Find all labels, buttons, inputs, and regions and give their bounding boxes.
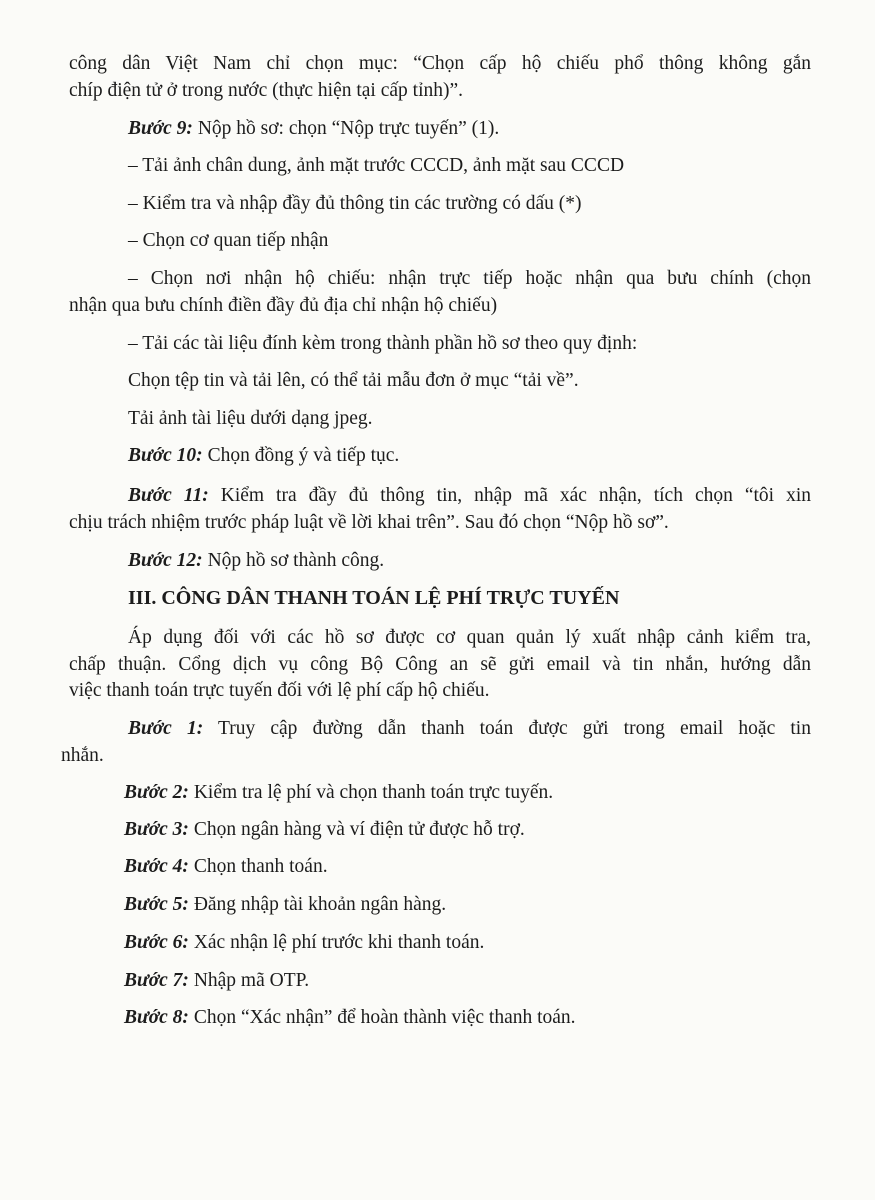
step-text: Đăng nhập tài khoản ngân hàng. bbox=[188, 894, 447, 915]
step-text: Chọn ngân hàng và ví điện tử được hỗ trợ. bbox=[188, 819, 525, 840]
step-text: Nhập mã OTP. bbox=[188, 970, 310, 991]
list-item: – Kiểm tra và nhập đầy đủ thông tin các trường có dấu (*) bbox=[128, 193, 582, 214]
step-text: Chọn “Xác nhận” để hoàn thành việc thanh toán. bbox=[188, 1007, 576, 1028]
step-label: Bước 9: bbox=[128, 118, 193, 139]
step-paragraph bbox=[124, 931, 484, 955]
step-label: Bước 6: bbox=[124, 932, 189, 953]
step-text: Truy cập đường dẫn thanh toán được gửi trong email hoặc tin bbox=[203, 718, 811, 739]
paragraph-line: Áp dụng đối với các hồ sơ được cơ quan quản lý xuất nhập cảnh kiểm tra, bbox=[128, 627, 811, 648]
step-label: Bước 10: bbox=[128, 445, 203, 466]
list-item: Chọn tệp tin và tải lên, có thể tải mẫu đơn ở mục “tải về”. bbox=[128, 370, 579, 391]
step-label: Bước 1: bbox=[128, 718, 204, 739]
step-text: Nộp hồ sơ thành công. bbox=[202, 550, 385, 571]
step-text: Nộp hồ sơ: chọn “Nộp trực tuyến” (1). bbox=[192, 118, 500, 139]
step-text: Kiểm tra đầy đủ thông tin, nhập mã xác nhận, tích chọn “tôi xin bbox=[208, 485, 811, 506]
list-item: – Chọn nơi nhận hộ chiếu: nhận trực tiếp hoặc nhận qua bưu chính (chọn bbox=[128, 268, 811, 289]
step-text: Chọn đồng ý và tiếp tục. bbox=[202, 445, 400, 466]
step-paragraph bbox=[124, 818, 525, 842]
step-text: Kiểm tra lệ phí và chọn thanh toán trực tuyến. bbox=[188, 782, 554, 803]
step-paragraph bbox=[124, 1006, 576, 1030]
intro-line: chíp điện tử ở trong nước (thực hiện tại cấp tỉnh)”. bbox=[69, 80, 464, 101]
step-text: Xác nhận lệ phí trước khi thanh toán. bbox=[188, 932, 485, 953]
step-label: Bước 11: bbox=[128, 485, 209, 506]
step-continuation: chịu trách nhiệm trước pháp luật về lời khai trên”. Sau đó chọn “Nộp hồ sơ”. bbox=[69, 512, 669, 533]
step-continuation: nhắn. bbox=[61, 745, 104, 766]
list-item: – Tải các tài liệu đính kèm trong thành phần hồ sơ theo quy định: bbox=[128, 333, 638, 354]
step-paragraph bbox=[128, 717, 811, 741]
step-paragraph bbox=[124, 893, 446, 917]
step-paragraph bbox=[124, 855, 328, 879]
step-paragraph bbox=[128, 549, 384, 573]
step-label: Bước 2: bbox=[124, 782, 189, 803]
list-item: – Chọn cơ quan tiếp nhận bbox=[128, 230, 329, 251]
step-label: Bước 4: bbox=[124, 856, 189, 877]
intro-line: công dân Việt Nam chỉ chọn mục: “Chọn cấp hộ chiếu phổ thông không gắn bbox=[69, 53, 811, 74]
step-paragraph bbox=[128, 117, 499, 141]
step-text: Chọn thanh toán. bbox=[188, 856, 328, 877]
step-label: Bước 12: bbox=[128, 550, 203, 571]
step-paragraph bbox=[124, 781, 553, 805]
step-label: Bước 3: bbox=[124, 819, 189, 840]
step-paragraph bbox=[124, 969, 309, 993]
step-paragraph bbox=[128, 444, 399, 468]
step-paragraph bbox=[128, 484, 811, 508]
list-item-continuation: nhận qua bưu chính điền đầy đủ địa chỉ nhận hộ chiếu) bbox=[69, 295, 498, 316]
step-label: Bước 5: bbox=[124, 894, 189, 915]
step-label: Bước 7: bbox=[124, 970, 189, 991]
list-item: Tải ảnh tài liệu dưới dạng jpeg. bbox=[128, 408, 373, 429]
paragraph-line: chấp thuận. Cổng dịch vụ công Bộ Công an sẽ gửi email và tin nhắn, hướng dẫn bbox=[69, 654, 811, 675]
list-item: – Tải ảnh chân dung, ảnh mặt trước CCCD, ảnh mặt sau CCCD bbox=[128, 155, 625, 176]
section-heading: III. CÔNG DÂN THANH TOÁN LỆ PHÍ TRỰC TUYẾN bbox=[128, 587, 620, 609]
paragraph-line: việc thanh toán trực tuyến đối với lệ phí cấp hộ chiếu. bbox=[69, 680, 490, 701]
step-label: Bước 8: bbox=[124, 1007, 189, 1028]
